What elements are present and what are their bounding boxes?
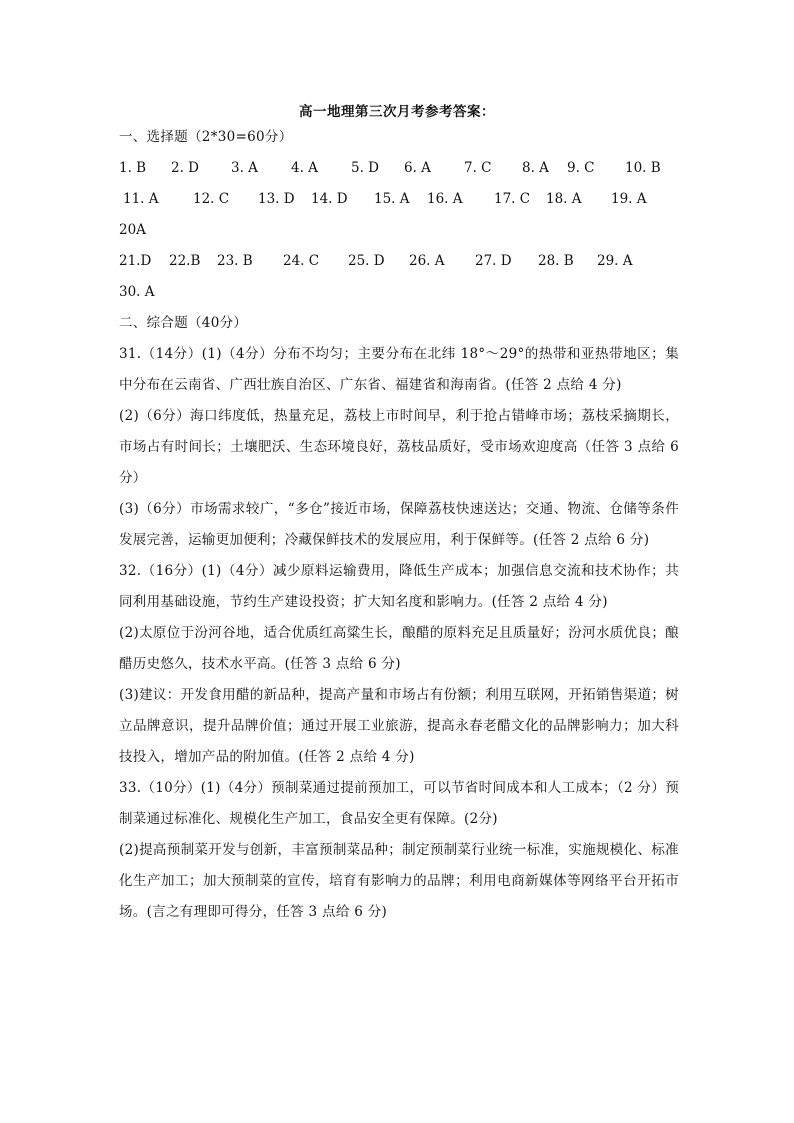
answer-paragraph: (2)提高预制菜开发与创新，丰富预制菜品种；制定预制菜行业统一标准，实施规模化、标准化生产加工；加大预制菜的宣传，培育有影响力的品牌；利用电商新媒体等网络平台开拓市场。(言之有理即可得分，任答 3 点给 6 分) (119, 842, 679, 920)
mc-answer: 10. B (625, 160, 661, 176)
document-title: 高一地理第三次月考参考答案： (299, 104, 495, 120)
mc-answer: 14. D (311, 191, 348, 207)
answer-paragraph: (3)（6分）市场需求较广，“多仓”接近市场，保障荔枝快速送达；交通、物流、仓储等条件发展完善，运输更加便利；冷藏保鲜技术的发展应用，利于保鲜等。(任答 2 点给 6 分) (119, 501, 679, 548)
mc-answer: 7. C (464, 160, 492, 176)
mc-answer: 19. A (611, 191, 647, 207)
section-heading-comprehensive: 二、综合题（40分） (119, 315, 248, 331)
mc-answer: 11. A (123, 191, 159, 207)
mc-answer: 4. A (291, 160, 318, 176)
mc-answer: 30. A (119, 284, 155, 300)
mc-answer: 1. B (119, 160, 147, 176)
mc-answer-row (119, 277, 679, 308)
mc-answer: 13. D (258, 191, 295, 207)
mc-answer-row (119, 184, 679, 215)
mc-answer: 24. C (283, 253, 320, 269)
mc-answer: 9. C (567, 160, 595, 176)
answer-paragraph: 31.（14分）(1)（4分）分布不均匀；主要分布在北纬 18°～29°的热带和亚热带地区；集中分布在云南省、广西壮族自治区、广东省、福建省和海南省。(任答 2 点给 4 分) (119, 346, 679, 393)
mc-answer: 22.B (169, 253, 201, 269)
mc-answer: 29. A (597, 253, 633, 269)
mc-answer: 17. C (494, 191, 531, 207)
mc-answer: 25. D (348, 253, 385, 269)
mc-answer: 5. D (351, 160, 379, 176)
mc-answer: 21.D (119, 253, 152, 269)
answer-paragraph: (3)建议：开发食用醋的新品种，提高产量和市场占有份额；利用互联网，开拓销售渠道；树立品牌意识，提升品牌价值；通过开展工业旅游，提高永春老醋文化的品牌影响力；加大科技投入，增加产品的附加值。(任答 2 点给 4 分) (119, 687, 679, 765)
mc-answer-row (119, 246, 679, 277)
mc-answer: 12. C (193, 191, 230, 207)
answer-paragraph: (2)太原位于汾河谷地，适合优质红高粱生长，酿醋的原料充足且质量好；汾河水质优良；酿醋历史悠久，技术水平高。(任答 3 点给 6 分) (119, 625, 679, 672)
mc-answer: 26. A (409, 253, 445, 269)
answer-paragraph: (2)（6分）海口纬度低，热量充足，荔枝上市时间早，利于抢占错峰市场；荔枝采摘期长，市场占有时间长；土壤肥沃、生态环境良好，荔枝品质好，受市场欢迎度高（任答 3 点给 6分） (119, 408, 679, 486)
mc-answer: 23. B (217, 253, 253, 269)
mc-answer: 15. A (374, 191, 410, 207)
section-heading-multiple-choice: 一、选择题（2*30=60分） (119, 129, 293, 145)
answer-content (119, 122, 679, 928)
mc-answer-row (119, 153, 679, 184)
mc-answer: 3. A (231, 160, 258, 176)
mc-answer: 28. B (538, 253, 574, 269)
mc-answer: 2. D (171, 160, 199, 176)
mc-answer: 18. A (546, 191, 582, 207)
mc-answer: 20A (119, 222, 146, 238)
mc-answer: 27. D (475, 253, 512, 269)
answer-paragraph: 32.（16分）(1)（4分）减少原料运输费用，降低生产成本；加强信息交流和技术协作；共同利用基础设施，节约生产建设投资；扩大知名度和影响力。(任答 2 点给 4 分) (119, 563, 679, 610)
mc-answer: 8. A (522, 160, 549, 176)
mc-answer-row (119, 215, 679, 246)
answer-paragraph: 33.（10分）(1)（4分）预制菜通过提前预加工，可以节省时间成本和人工成本；（2 分）预制菜通过标准化、规模化生产加工，食品安全更有保障。(2分) (119, 780, 679, 827)
mc-answer: 16. A (427, 191, 463, 207)
mc-answer: 6. A (404, 160, 431, 176)
